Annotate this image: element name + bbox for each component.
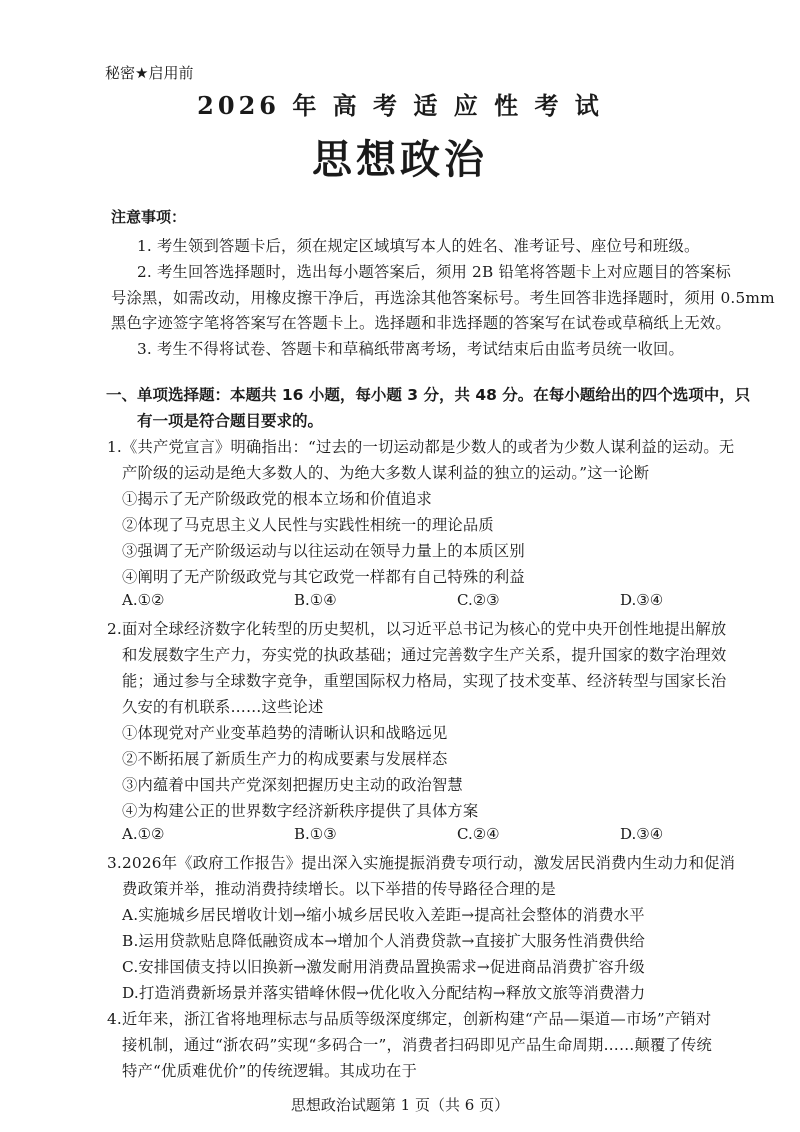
question-1-item: ②体现了马克思主义人民性与实践性相统一的理论品质 xyxy=(122,516,494,534)
section-heading: 一、单项选择题：本题共 16 小题，每小题 3 分，共 48 分。在每小题给出的四个选项中，只 xyxy=(106,386,751,404)
page-footer: 思想政治试题第 1 页（共 6 页） xyxy=(290,1096,510,1114)
question-3-stem: 费政策并举，推动消费持续增长。以下举措的传导路径合理的是 xyxy=(122,880,556,898)
question-2-item: ④为构建公正的世界数字经济新秩序提供了具体方案 xyxy=(122,802,479,820)
question-3-option-a: A.实施城乡居民增收计划→缩小城乡居民收入差距→提高社会整体的消费水平 xyxy=(122,906,645,924)
question-3-option-d: D.打造消费新场景并落实错峰休假→优化收入分配结构→释放文旅等消费潜力 xyxy=(122,984,646,1002)
question-1-item: ④阐明了无产阶级政党与其它政党一样都有自己特殊的利益 xyxy=(122,568,525,586)
question-4-stem: 特产“优质难优价”的传统逻辑。其成功在于 xyxy=(122,1062,417,1080)
exam-title: 2026 年 高 考 适 应 性 考 试 xyxy=(197,91,603,120)
question-1-stem: 产阶级的运动是绝大多数人的、为绝大多数人谋利益的独立的运动。”这一论断 xyxy=(122,464,650,482)
notes-line: 号涂黑，如需改动，用橡皮擦干净后，再选涂其他答案标号。考生回答非选择题时，须用 0.5mm xyxy=(111,289,775,307)
question-3-option-b: B.运用贷款贴息降低融资成本→增加个人消费贷款→直接扩大服务性消费供给 xyxy=(122,932,645,950)
question-3-stem: 3.2026年《政府工作报告》提出深入实施提振消费专项行动，激发居民消费内生动力和促消 xyxy=(107,854,736,872)
question-4-stem: 接机制，通过“浙农码”实现“多码合一”，消费者扫码即见产品生命周期……颠覆了传统 xyxy=(122,1036,712,1054)
notes-line: 黑色字迹签字笔将答案写在答题卡上。选择题和非选择题的答案写在试卷或草稿纸上无效。 xyxy=(111,314,731,332)
subject-title: 思想政治 xyxy=(312,137,488,183)
question-1-stem: 1.《共产党宣言》明确指出：“过去的一切运动都是少数人的或者为少数人谋利益的运动。无 xyxy=(107,438,735,456)
question-2-item: ②不断拓展了新质生产力的构成要素与发展样态 xyxy=(122,750,448,768)
question-1-option-b: B.①④ xyxy=(294,591,337,609)
question-2-option-a: A.①② xyxy=(122,825,165,843)
question-1-item: ③强调了无产阶级运动与以往运动在领导力量上的本质区别 xyxy=(122,542,525,560)
question-2-item: ③内蕴着中国共产党深刻把握历史主动的政治智慧 xyxy=(122,776,463,794)
question-2-stem: 久安的有机联系……这些论述 xyxy=(122,698,324,716)
question-2-stem: 和发展数字生产力，夯实党的执政基础；通过完善数字生产关系，提升国家的数字治理效 xyxy=(122,646,727,664)
question-2-option-d: D.③④ xyxy=(620,825,664,843)
question-1-option-d: D.③④ xyxy=(620,591,664,609)
question-1-option-a: A.①② xyxy=(122,591,165,609)
notes-line: 3. 考生不得将试卷、答题卡和草稿纸带离考场，考试结束后由监考员统一收回。 xyxy=(137,340,684,358)
notes-line: 2. 考生回答选择题时，选出每小题答案后，须用 2B 铅笔将答题卡上对应题目的答案标 xyxy=(137,263,731,281)
question-3-option-c: C.安排国债支持以旧换新→激发耐用消费品置换需求→促进商品消费扩容升级 xyxy=(122,958,645,976)
confidential-label: 秘密★启用前 xyxy=(105,64,194,82)
question-2-option-c: C.②④ xyxy=(457,825,500,843)
notes-heading: 注意事项： xyxy=(111,208,187,226)
notes-line: 1. 考生领到答题卡后，须在规定区域填写本人的姓名、准考证号、座位号和班级。 xyxy=(137,237,700,255)
question-1-option-c: C.②③ xyxy=(457,591,500,609)
section-heading: 有一项是符合题目要求的。 xyxy=(137,412,324,430)
question-4-stem: 4.近年来，浙江省将地理标志与品质等级深度绑定，创新构建“产品—渠道—市场”产销对 xyxy=(107,1010,712,1028)
question-2-item: ①体现党对产业变革趋势的清晰认识和战略远见 xyxy=(122,724,448,742)
question-2-stem: 能；通过参与全球数字竞争，重塑国际权力格局，实现了技术变革、经济转型与国家长治 xyxy=(122,672,727,690)
question-2-option-b: B.①③ xyxy=(294,825,337,843)
question-1-item: ①揭示了无产阶级政党的根本立场和价值追求 xyxy=(122,490,432,508)
question-2-stem: 2.面对全球经济数字化转型的历史契机，以习近平总书记为核心的党中央开创性地提出解放 xyxy=(107,620,727,638)
